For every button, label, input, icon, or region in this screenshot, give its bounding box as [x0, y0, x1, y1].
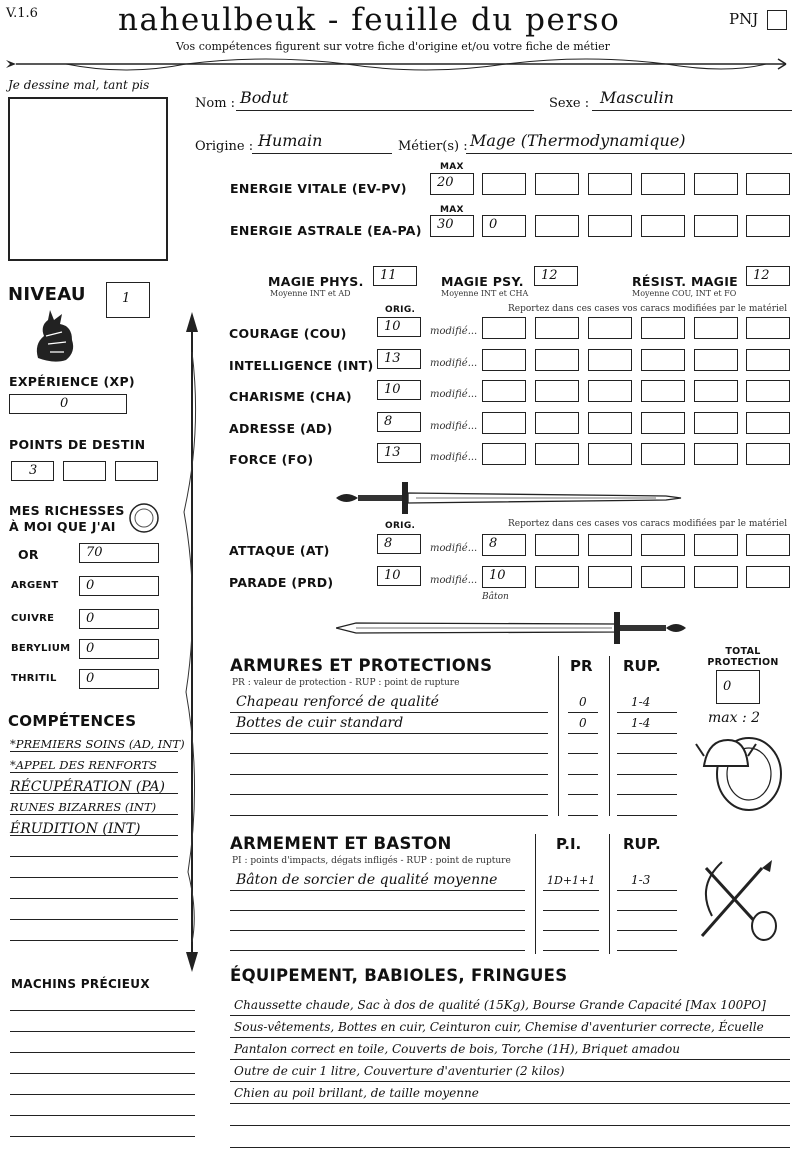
combat-mod-box[interactable]: [588, 566, 632, 588]
machins-line: [10, 1136, 195, 1137]
pnj-checkbox[interactable]: [767, 10, 787, 30]
armures-col-rup: RUP.: [623, 657, 661, 675]
stat-mod-box[interactable]: [588, 317, 632, 339]
arme-rup-line: [617, 890, 677, 891]
nom-line: [236, 110, 534, 111]
competence-line: [10, 772, 178, 773]
stat-mod-box[interactable]: [588, 443, 632, 465]
metier-label: Métier(s) :: [398, 139, 468, 154]
competence-line: [10, 793, 178, 794]
stat-mod-box[interactable]: [641, 317, 685, 339]
armement-divider-1: [535, 834, 536, 954]
armure-pr-line: [568, 753, 598, 754]
magie-phys-sub: Moyenne INT et AD: [270, 289, 351, 298]
stat-mod-box[interactable]: [482, 349, 526, 371]
destin-box-1[interactable]: 3: [11, 461, 54, 481]
wealth-label: CUIVRE: [11, 613, 55, 624]
combat-label: PARADE (PRD): [229, 575, 334, 590]
ev-max-label: MAX: [440, 162, 464, 172]
weapon-note: Bâton: [482, 592, 509, 602]
competence-line: [10, 835, 178, 836]
wealth-value-box[interactable]: 70: [79, 543, 159, 563]
stat-modifie-label: modifié...: [430, 420, 478, 432]
stat-mod-box[interactable]: [746, 380, 790, 402]
stat-mod-box[interactable]: [694, 349, 738, 371]
total-protection-box[interactable]: 0: [716, 670, 760, 704]
combat-orig-box[interactable]: 10: [377, 566, 421, 586]
stat-mod-box[interactable]: [482, 317, 526, 339]
armure-pr: 0: [579, 695, 587, 709]
armure-rup: 1-4: [631, 715, 651, 730]
stat-mod-box[interactable]: [641, 443, 685, 465]
competence-item: *APPEL DES RENFORTS: [10, 758, 157, 772]
max-protection: max : 2: [708, 710, 761, 726]
armure-pr-line: [568, 712, 598, 713]
machins-line: [10, 1010, 195, 1011]
arme-line: [230, 950, 525, 951]
arme-pi-line: [543, 930, 599, 931]
ea-box-7[interactable]: [746, 215, 790, 237]
header-vine-ornament: [6, 56, 796, 76]
ea-max-label: MAX: [440, 205, 464, 215]
equipement-title: ÉQUIPEMENT, BABIOLES, FRINGUES: [230, 966, 568, 985]
wealth-value-box[interactable]: 0: [79, 639, 159, 659]
competence-item: *PREMIERS SOINS (AD, INT): [10, 737, 185, 751]
dragon-icon: [32, 306, 80, 364]
arme-pi-line: [543, 890, 599, 891]
magie-psy-box[interactable]: 12: [534, 266, 578, 286]
combat-orig-box[interactable]: 8: [377, 534, 421, 554]
coin-icon: [128, 502, 160, 534]
stat-mod-box[interactable]: [746, 443, 790, 465]
stat-mod-box[interactable]: [588, 380, 632, 402]
ea-label: ENERGIE ASTRALE (EA-PA): [230, 223, 422, 238]
arme-line: [230, 910, 525, 911]
equipement-item: Sous-vêtements, Bottes en cuir, Ceinturon cuir, Chemise d'aventurier correcte, Écuelle: [234, 1020, 764, 1034]
origine-value[interactable]: Humain: [258, 131, 323, 150]
combat-mod-box[interactable]: [746, 566, 790, 588]
metier-line: [466, 153, 792, 154]
machins-label: MACHINS PRÉCIEUX: [11, 977, 150, 991]
ev-box-5[interactable]: [641, 173, 685, 195]
spear-ornament: [180, 312, 204, 972]
machins-line: [10, 1031, 195, 1032]
armure-line: [230, 815, 548, 816]
equipement-line: [230, 1147, 790, 1148]
pnj-label: PNJ: [729, 10, 759, 28]
stat-orig-box[interactable]: 13: [377, 349, 421, 369]
combat-note: Reportez dans ces cases vos caracs modifiées par le matériel: [508, 519, 788, 529]
wealth-label: THRITIL: [11, 673, 57, 684]
stat-mod-box[interactable]: [641, 380, 685, 402]
competence-line: [10, 919, 178, 920]
combat-mod-box[interactable]: [588, 534, 632, 556]
stat-orig-box[interactable]: 8: [377, 412, 421, 432]
armure-rup: 1-4: [631, 695, 651, 709]
richesses-label-2: À MOI QUE J'AI: [9, 519, 116, 534]
niveau-label: NIVEAU: [8, 284, 86, 305]
ev-box-6[interactable]: [694, 173, 738, 195]
resist-magie-label: RÉSIST. MAGIE: [632, 274, 739, 289]
wealth-label: OR: [18, 547, 39, 562]
armure-pr: 0: [579, 715, 587, 730]
portrait-label: Je dessine mal, tant pis: [8, 78, 150, 92]
magie-psy-sub: Moyenne INT et CHA: [441, 289, 529, 298]
combat-mod-box[interactable]: 10: [482, 566, 526, 588]
equipement-line: [230, 1059, 790, 1060]
sword-ornament-1: [336, 478, 686, 518]
equipement-item: Chien au poil brillant, de taille moyenne: [234, 1086, 479, 1100]
magie-phys-box[interactable]: 11: [373, 266, 417, 286]
wealth-label: BERYLIUM: [11, 643, 71, 654]
stat-label: FORCE (FO): [229, 452, 314, 467]
stat-mod-box[interactable]: [694, 380, 738, 402]
stat-label: INTELLIGENCE (INT): [229, 357, 374, 373]
armure-line: [230, 794, 548, 795]
combat-mod-box[interactable]: 8: [482, 534, 526, 556]
armures-divider-2: [609, 656, 610, 816]
stat-orig-box[interactable]: 10: [377, 317, 421, 337]
machins-line: [10, 1094, 195, 1095]
equipement-line: [230, 1125, 790, 1126]
wealth-value-box[interactable]: 0: [79, 576, 159, 596]
wealth-value-box[interactable]: 0: [79, 669, 159, 689]
ea-box-3[interactable]: [535, 215, 579, 237]
stat-label: ADRESSE (AD): [229, 420, 333, 436]
competence-item: RÉCUPÉRATION (PA): [10, 779, 166, 795]
stat-modifie-label: modifié...: [430, 452, 478, 463]
helmet-shield-icon: [694, 726, 786, 812]
stat-modifie-label: modifié...: [430, 326, 478, 337]
stat-mod-box[interactable]: [535, 412, 579, 434]
xp-box[interactable]: 0: [9, 394, 127, 414]
armure-pr-line: [568, 733, 598, 734]
combat-label: ATTAQUE (AT): [229, 543, 330, 558]
stat-mod-box[interactable]: [535, 349, 579, 371]
stat-mod-box[interactable]: [746, 317, 790, 339]
sheet-subtitle: Vos compétences figurent sur votre fiche d'origine et/ou votre fiche de métier: [176, 40, 610, 53]
stat-mod-box[interactable]: [535, 317, 579, 339]
stat-mod-box[interactable]: [482, 380, 526, 402]
combat-mod-box[interactable]: [641, 566, 685, 588]
armement-col-rup: RUP.: [623, 835, 661, 853]
combat-mod-box[interactable]: [694, 534, 738, 556]
sheet-title: naheulbeuk - feuille du perso: [118, 2, 621, 38]
armure-rup-line: [617, 794, 677, 795]
ev-box-3[interactable]: [535, 173, 579, 195]
equipement-item: Chaussette chaude, Sac à dos de qualité (15Kg), Bourse Grande Capacité [Max 100PO]: [234, 998, 766, 1012]
portrait-box[interactable]: [8, 97, 168, 261]
stat-orig-box[interactable]: 10: [377, 380, 421, 400]
armures-divider-1: [558, 656, 559, 816]
equipement-line: [230, 1103, 790, 1104]
combat-mod-box[interactable]: [746, 534, 790, 556]
ea-box-6[interactable]: [694, 215, 738, 237]
stat-label: COURAGE (COU): [229, 326, 347, 341]
nom-value[interactable]: Bodut: [240, 88, 289, 107]
origine-line: [252, 153, 392, 154]
armement-col-pi: P.I.: [556, 835, 582, 853]
armure-rup-line: [617, 774, 677, 775]
arme-pi-line: [543, 950, 599, 951]
armement-sub: PI : points d'impacts, dégats infligés - RUP : point de rupture: [232, 856, 511, 866]
stats-orig-label: ORIG.: [385, 305, 416, 315]
machins-line: [10, 1115, 195, 1116]
sexe-label: Sexe :: [549, 96, 590, 111]
armure-name: Chapeau renforcé de qualité: [236, 694, 439, 710]
arme-rup-line: [617, 910, 677, 911]
resist-magie-sub: Moyenne COU, INT et FO: [632, 289, 737, 298]
arme-pi: 1D+1+1: [547, 874, 596, 887]
stat-mod-box[interactable]: [694, 412, 738, 434]
stat-modifie-label: modifié...: [430, 357, 478, 369]
arme-pi-line: [543, 910, 599, 911]
armure-line: [230, 774, 548, 775]
armure-pr-line: [568, 794, 598, 795]
stat-label: CHARISME (CHA): [229, 389, 352, 404]
sexe-line: [592, 110, 792, 111]
destin-box-2[interactable]: [63, 461, 106, 481]
competence-line: [10, 856, 178, 857]
combat-modifie-label: modifié...: [430, 543, 478, 554]
ea-box-5[interactable]: [641, 215, 685, 237]
armure-line: [230, 753, 548, 754]
ea-max-box[interactable]: 30: [430, 215, 474, 237]
resist-magie-box[interactable]: 12: [746, 266, 790, 286]
nom-label: Nom :: [195, 96, 236, 111]
competence-line: [10, 814, 178, 815]
stat-mod-box[interactable]: [746, 349, 790, 371]
ea-current-box[interactable]: 0: [482, 215, 526, 237]
stat-mod-box[interactable]: [694, 443, 738, 465]
weapons-icon: [692, 856, 782, 946]
armure-rup-line: [617, 815, 677, 816]
stat-modifie-label: modifié...: [430, 389, 478, 400]
arme-rup-line: [617, 930, 677, 931]
richesses-label-1: MES RICHESSES: [9, 503, 125, 518]
stat-mod-box[interactable]: [746, 412, 790, 434]
ev-box-2[interactable]: [482, 173, 526, 195]
metier-value[interactable]: Mage (Thermodynamique): [470, 131, 686, 150]
niveau-box[interactable]: 1: [106, 282, 150, 318]
ev-box-7[interactable]: [746, 173, 790, 195]
armure-pr-line: [568, 815, 598, 816]
wealth-value-box[interactable]: 0: [79, 609, 159, 629]
competence-item: RUNES BIZARRES (INT): [10, 800, 157, 814]
arme-name: Bâton de sorcier de qualité moyenne: [236, 872, 498, 888]
armure-rup-line: [617, 733, 677, 734]
wealth-label: ARGENT: [11, 580, 59, 591]
stat-mod-box[interactable]: [535, 443, 579, 465]
armure-pr-line: [568, 774, 598, 775]
competence-line: [10, 877, 178, 878]
armure-rup-line: [617, 753, 677, 754]
ev-label: ENERGIE VITALE (EV-PV): [230, 181, 407, 196]
combat-mod-box[interactable]: [694, 566, 738, 588]
combat-mod-box[interactable]: [535, 566, 579, 588]
combat-modifie-label: modifié...: [430, 575, 478, 586]
equipement-item: Outre de cuir 1 litre, Couverture d'aventurier (2 kilos): [234, 1064, 565, 1078]
stat-mod-box[interactable]: [482, 443, 526, 465]
competence-line: [10, 940, 178, 941]
stat-mod-box[interactable]: [694, 317, 738, 339]
machins-line: [10, 1052, 195, 1053]
ea-box-4[interactable]: [588, 215, 632, 237]
total-protection-label: TOTAL PROTECTION: [707, 646, 779, 668]
destin-label: POINTS DE DESTIN: [9, 437, 146, 452]
armement-divider-2: [609, 834, 610, 954]
armures-title: ARMURES ET PROTECTIONS: [230, 656, 493, 675]
version-label: V.1.6: [6, 6, 38, 21]
sexe-value[interactable]: Masculin: [600, 88, 674, 107]
arme-line: [230, 930, 525, 931]
sword-ornament-2: [336, 608, 686, 648]
equipement-line: [230, 1037, 790, 1038]
machins-line: [10, 1073, 195, 1074]
ev-box-4[interactable]: [588, 173, 632, 195]
stats-note: Reportez dans ces cases vos caracs modifiées par le matériel: [508, 304, 788, 314]
origine-label: Origine :: [195, 139, 254, 154]
combat-orig-label: ORIG.: [385, 521, 416, 531]
equipement-line: [230, 1081, 790, 1082]
equipement-line: [230, 1015, 790, 1016]
armure-name: Bottes de cuir standard: [236, 714, 404, 731]
combat-mod-box[interactable]: [535, 534, 579, 556]
arme-line: [230, 890, 525, 891]
stat-mod-box[interactable]: [641, 412, 685, 434]
arme-rup: 1-3: [631, 873, 651, 887]
armure-rup-line: [617, 712, 677, 713]
stat-mod-box[interactable]: [588, 349, 632, 371]
competences-label: COMPÉTENCES: [8, 712, 137, 730]
combat-mod-box[interactable]: [641, 534, 685, 556]
stat-mod-box[interactable]: [588, 412, 632, 434]
armure-line: [230, 733, 548, 734]
armures-col-pr: PR: [570, 657, 593, 675]
destin-box-3[interactable]: [115, 461, 158, 481]
xp-label: EXPÉRIENCE (XP): [9, 374, 135, 389]
arme-rup-line: [617, 950, 677, 951]
magie-phys-label: MAGIE PHYS.: [268, 274, 364, 289]
equipement-item: Pantalon correct en toile, Couverts de bois, Torche (1H), Briquet amadou: [234, 1042, 681, 1056]
stat-orig-box[interactable]: 13: [377, 443, 421, 463]
competence-line: [10, 898, 178, 899]
competence-item: ÉRUDITION (INT): [10, 821, 141, 837]
stat-mod-box[interactable]: [482, 412, 526, 434]
armement-title: ARMEMENT ET BASTON: [230, 834, 452, 853]
stat-mod-box[interactable]: [535, 380, 579, 402]
stat-mod-box[interactable]: [641, 349, 685, 371]
armures-sub: PR : valeur de protection - RUP : point de rupture: [232, 678, 460, 688]
magie-psy-label: MAGIE PSY.: [441, 274, 524, 289]
armure-line: [230, 712, 548, 713]
ev-max-box[interactable]: 20: [430, 173, 474, 195]
competence-line: [10, 751, 178, 752]
